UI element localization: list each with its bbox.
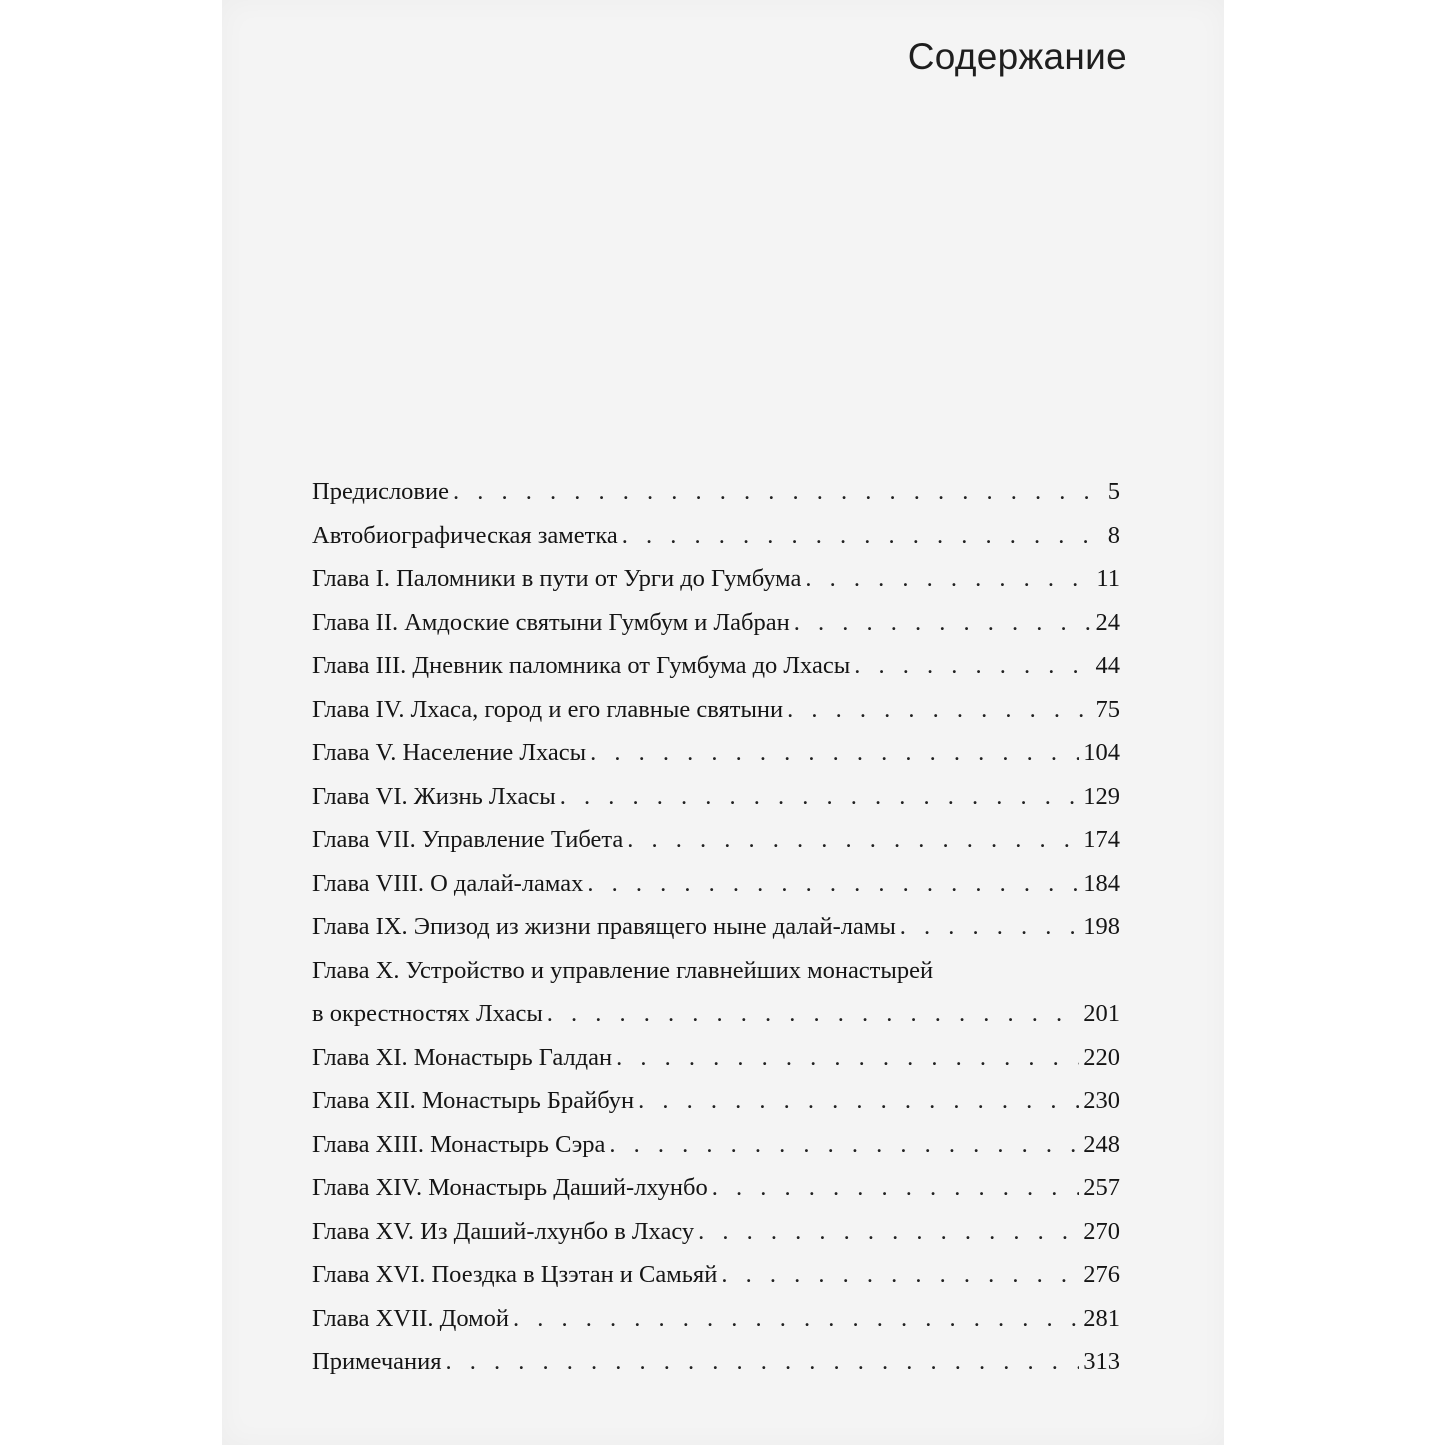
- dot-leader: [794, 601, 1092, 645]
- toc-entry-title: Глава XII. Монастырь Брайбун: [312, 1087, 635, 1114]
- toc-entry-title: Глава III. Дневник паломника от Гумбума до Лхасы: [312, 652, 851, 679]
- toc-entry-page: 75: [1095, 695, 1120, 723]
- toc-entry[interactable]: [312, 1210, 1120, 1254]
- toc-entry-title: Глава IV. Лхаса, город и его главные святыни: [312, 695, 784, 723]
- toc-entry-page: 129: [1083, 782, 1120, 810]
- dot-leader: [787, 688, 1091, 732]
- toc-entry-page: 8: [1107, 521, 1120, 549]
- toc-entry-page: 230: [1083, 1087, 1120, 1114]
- toc-entry-title: Глава XI. Монастырь Галдан: [312, 1043, 613, 1071]
- toc-entry-page: 220: [1083, 1043, 1120, 1071]
- toc-entry-page: 11: [1096, 565, 1120, 592]
- toc-entry[interactable]: [312, 1079, 1120, 1123]
- dot-leader: [590, 731, 1079, 775]
- toc-entry-title: Глава VII. Управление Тибета: [312, 826, 624, 853]
- toc-entry[interactable]: [312, 557, 1120, 601]
- toc-entry-title: Автобиографическая заметка: [312, 521, 618, 549]
- toc-entry[interactable]: [312, 470, 1120, 514]
- toc-entry-title: Глава I. Паломники в пути от Урги до Гумбума: [312, 565, 802, 592]
- toc-entry-title: Глава XVI. Поездка в Цзэтан и Самьяй: [312, 1261, 718, 1288]
- toc-entry[interactable]: [312, 1036, 1120, 1080]
- dot-leader: [609, 1123, 1079, 1167]
- toc-entry[interactable]: [312, 601, 1120, 645]
- toc-entry-title: Примечания: [312, 1348, 442, 1375]
- toc-entry-page: 24: [1095, 608, 1120, 636]
- dot-leader: [560, 775, 1080, 819]
- toc-entry[interactable]: [312, 514, 1120, 558]
- toc-entry-page: 270: [1083, 1217, 1120, 1245]
- toc-entry-page: 104: [1083, 739, 1120, 766]
- toc-entry-title: Глава XV. Из Даший-лхунбо в Лхасу: [312, 1217, 695, 1245]
- dot-leader: [712, 1166, 1079, 1210]
- toc-entry-title-continuation: в окрестностях Лхасы: [312, 1000, 543, 1027]
- toc-entry-page: 248: [1083, 1130, 1120, 1158]
- dot-leader: [854, 644, 1091, 688]
- toc-entry[interactable]: [312, 818, 1120, 862]
- toc-entry-page: 201: [1083, 1000, 1120, 1027]
- toc-entry-title: Глава X. Устройство и управление главнейших монастырей: [312, 956, 934, 984]
- dot-leader: [900, 905, 1079, 949]
- toc-entry[interactable]: [312, 905, 1120, 949]
- toc-entry[interactable]: [312, 1297, 1120, 1341]
- dot-leader: [587, 862, 1079, 906]
- toc-entry-title: Предисловие: [312, 478, 449, 505]
- toc-entry-title: Глава VI. Жизнь Лхасы: [312, 782, 556, 810]
- toc-entry[interactable]: [312, 862, 1120, 906]
- toc-entry-title: Глава V. Население Лхасы: [312, 739, 587, 766]
- dot-leader: [513, 1297, 1079, 1341]
- toc-entry-title: Глава XIII. Монастырь Сэра: [312, 1130, 606, 1158]
- toc-entry-title-block: [312, 949, 1083, 1036]
- toc-entry[interactable]: [312, 688, 1120, 732]
- toc-entry[interactable]: [312, 1166, 1120, 1210]
- toc-entry[interactable]: [312, 1340, 1120, 1384]
- toc-entry-title: Глава II. Амдоские святыни Гумбум и Лабран: [312, 608, 790, 636]
- toc-entry-page: 198: [1083, 913, 1120, 940]
- dot-leader: [446, 1340, 1080, 1384]
- dot-leader: [698, 1210, 1079, 1254]
- toc-entry-page: 276: [1083, 1261, 1120, 1288]
- toc-entry[interactable]: [312, 949, 1120, 1036]
- toc-entry[interactable]: [312, 644, 1120, 688]
- dot-leader: [638, 1079, 1079, 1123]
- toc-entry[interactable]: [312, 1123, 1120, 1167]
- dot-leader: [616, 1036, 1079, 1080]
- toc-entry-page: 174: [1083, 826, 1120, 853]
- toc-entry-page: 44: [1095, 652, 1120, 679]
- toc-entry-title: Глава VIII. О далай-ламах: [312, 869, 584, 897]
- dot-leader: [622, 514, 1104, 558]
- toc-entry-page: 5: [1107, 478, 1120, 505]
- page-title: Содержание: [907, 36, 1127, 77]
- dot-leader: [805, 557, 1092, 601]
- toc-entry-title: Глава XVII. Домой: [312, 1304, 509, 1332]
- toc-entry[interactable]: [312, 731, 1120, 775]
- toc-entry[interactable]: [312, 775, 1120, 819]
- toc-entry-page: 313: [1083, 1348, 1120, 1375]
- dot-leader: [721, 1253, 1079, 1297]
- dot-leader: [453, 470, 1104, 514]
- toc-entry-title: Глава XIV. Монастырь Даший-лхунбо: [312, 1174, 708, 1201]
- toc-entry-title-continuation-row: [312, 992, 1083, 1036]
- toc-entry[interactable]: [312, 1253, 1120, 1297]
- dot-leader: [547, 992, 1079, 1036]
- table-of-contents: [312, 470, 1120, 1384]
- toc-entry-title: Глава IX. Эпизод из жизни правящего ныне далай-ламы: [312, 913, 896, 940]
- dot-leader: [627, 818, 1079, 862]
- toc-entry-page: 257: [1083, 1174, 1120, 1201]
- toc-entry-page: 281: [1083, 1304, 1120, 1332]
- toc-entry-page: 184: [1083, 869, 1120, 897]
